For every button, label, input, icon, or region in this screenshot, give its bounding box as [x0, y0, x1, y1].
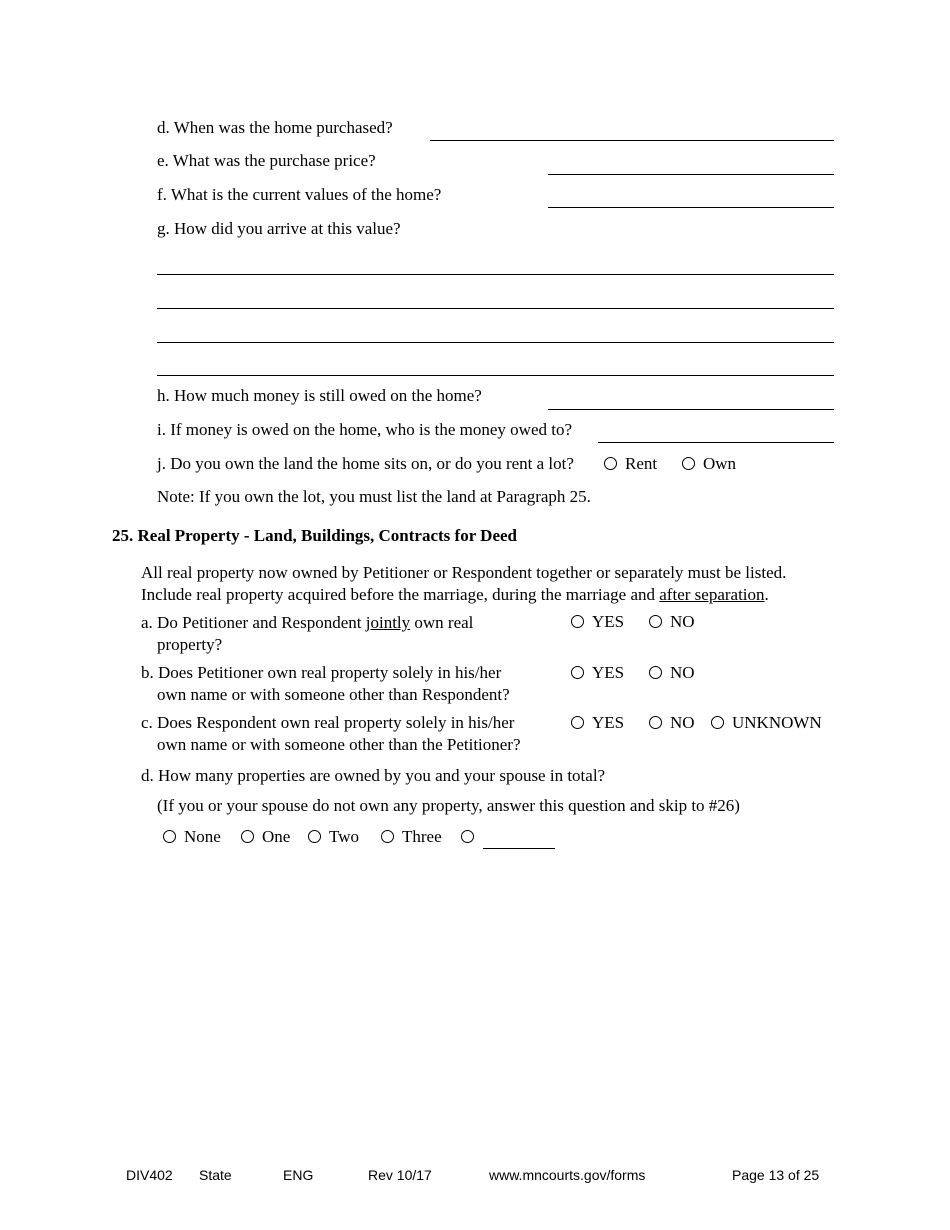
question-25b-line1: b. Does Petitioner own real property solely in his/her	[141, 663, 502, 682]
footer-language: ENG	[283, 1167, 314, 1183]
question-f-label: f. What is the current values of the home?	[157, 185, 442, 204]
radio-circle-icon	[571, 716, 584, 729]
value-explanation-line-4[interactable]	[157, 375, 834, 376]
question-h-label: h. How much money is still owed on the home?	[157, 386, 482, 405]
radio-25c-yes[interactable]: YES	[571, 713, 624, 733]
radio-circle-icon	[571, 615, 584, 628]
count-other-field[interactable]	[483, 848, 555, 849]
question-25a-line1: a. Do Petitioner and Respondent jointly own real	[141, 613, 474, 632]
radio-25c-no[interactable]: NO	[649, 713, 695, 733]
question-25d-label: d. How many properties are owned by you and your spouse in total?	[141, 766, 606, 785]
footer-state: State	[199, 1167, 232, 1183]
radio-circle-icon	[711, 716, 724, 729]
radio-circle-icon	[163, 830, 176, 843]
radio-25b-no[interactable]: NO	[649, 663, 695, 683]
radio-circle-icon	[649, 716, 662, 729]
question-25b-line2: own name or with someone other than Respondent?	[157, 685, 510, 704]
question-25c-line1: c. Does Respondent own real property solely in his/her	[141, 713, 515, 732]
radio-circle-icon	[649, 666, 662, 679]
radio-circle-icon	[381, 830, 394, 843]
value-explanation-line-2[interactable]	[157, 308, 834, 309]
value-explanation-line-3[interactable]	[157, 342, 834, 343]
current-value-field[interactable]	[548, 207, 834, 208]
radio-circle-icon	[571, 666, 584, 679]
question-i-label: i. If money is owed on the home, who is the money owed to?	[157, 420, 573, 439]
section-25-intro-line2: Include real property acquired before the marriage, during the marriage and after separation.	[141, 585, 769, 604]
section-25-heading: 25. Real Property - Land, Buildings, Contracts for Deed	[112, 526, 518, 545]
radio-count-one[interactable]: One	[241, 827, 290, 847]
radio-own[interactable]: Own	[682, 454, 736, 474]
radio-25a-yes[interactable]: YES	[571, 612, 624, 632]
question-d-label: d. When was the home purchased?	[157, 118, 393, 137]
question-j-label: j. Do you own the land the home sits on, or do you rent a lot?	[157, 454, 574, 473]
question-25d-hint: (If you or your spouse do not own any property, answer this question and skip to #26)	[157, 796, 740, 815]
purchase-price-field[interactable]	[548, 174, 834, 175]
radio-count-none[interactable]: None	[163, 827, 221, 847]
radio-25a-no[interactable]: NO	[649, 612, 695, 632]
radio-25b-yes[interactable]: YES	[571, 663, 624, 683]
footer-form-id: DIV402	[126, 1167, 173, 1183]
radio-circle-icon	[308, 830, 321, 843]
value-explanation-line-1[interactable]	[157, 274, 834, 275]
radio-25c-unknown[interactable]: UNKNOWN	[711, 713, 822, 733]
footer-page-number: Page 13 of 25	[732, 1167, 820, 1183]
radio-circle-icon	[241, 830, 254, 843]
question-g-label: g. How did you arrive at this value?	[157, 219, 401, 238]
radio-count-two[interactable]: Two	[308, 827, 359, 847]
radio-circle-icon	[649, 615, 662, 628]
radio-rent[interactable]: Rent	[604, 454, 657, 474]
radio-circle-icon	[604, 457, 617, 470]
question-e-label: e. What was the purchase price?	[157, 151, 376, 170]
lot-note: Note: If you own the lot, you must list the land at Paragraph 25.	[157, 487, 591, 506]
amount-owed-field[interactable]	[548, 409, 834, 410]
question-25c-line2: own name or with someone other than the Petitioner?	[157, 735, 521, 754]
section-25-intro-line1: All real property now owned by Petitioner or Respondent together or separately must be listed.	[141, 563, 787, 582]
footer-revision: Rev 10/17	[368, 1167, 432, 1183]
creditor-field[interactable]	[598, 442, 834, 443]
radio-circle-icon	[682, 457, 695, 470]
radio-circle-icon	[461, 830, 474, 843]
purchase-date-field[interactable]	[430, 140, 834, 141]
radio-count-three[interactable]: Three	[381, 827, 442, 847]
question-25a-line2: property?	[157, 635, 223, 654]
radio-count-other[interactable]	[461, 827, 482, 847]
footer-url[interactable]: www.mncourts.gov/forms	[489, 1167, 646, 1183]
